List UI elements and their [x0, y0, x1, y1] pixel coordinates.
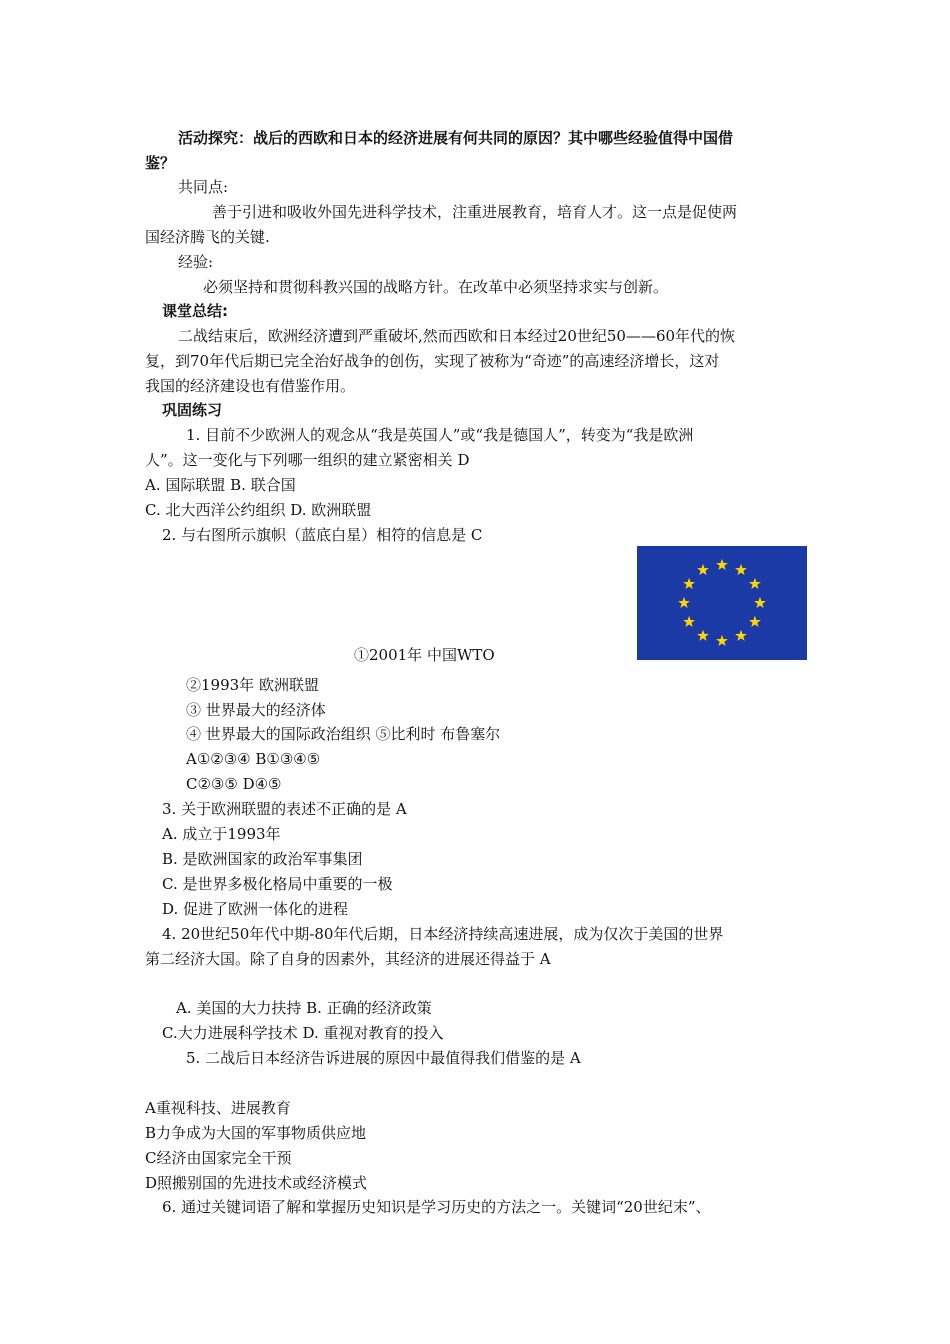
- q1-stem-line1: 1. 目前不少欧洲人的观念从“我是英国人”或“我是德国人”，转变为“我是欧洲: [186, 426, 694, 444]
- q1-stem-line2: 人”。这一变化与下列哪一组织的建立紧密相关 D: [145, 451, 470, 469]
- summary-line2: 复，到70年代后期已完全治好战争的创伤，实现了被称为“奇迹”的高速经济增长，这对: [145, 352, 720, 370]
- q3-option-a: A. 成立于1993年: [162, 825, 281, 843]
- q4-stem-line2: 第二经济大国。除了自身的因素外，其经济的进展还得益于 A: [145, 950, 551, 968]
- q4-stem-line1: 4. 20世纪50年代中期-80年代后期，日本经济持续高速进展，成为仅次于美国的世界: [162, 925, 724, 943]
- star-icon: [749, 578, 761, 589]
- q2-item2: ②1993年 欧洲联盟: [186, 676, 319, 694]
- q2-item4-5: ④ 世界最大的国际政治组织 ⑤比利时 布鲁塞尔: [186, 725, 501, 743]
- activity-title-line2: 鉴？: [145, 154, 176, 172]
- star-icon: [716, 559, 728, 570]
- star-icon: [716, 635, 728, 646]
- star-icon: [683, 578, 695, 589]
- common-text-line2: 国经济腾飞的关键.: [145, 228, 270, 246]
- eu-flag-stars: [637, 546, 807, 660]
- q5-option-a: A重视科技、进展教育: [145, 1099, 291, 1117]
- q2-item1: ①2001年 中国WTO: [354, 646, 495, 664]
- q1-options-cd: C. 北大西洋公约组织 D. 欧洲联盟: [145, 501, 372, 519]
- q6-stem-line1: 6. 通过关键词语了解和掌握历史知识是学习历史的方法之一。关键词“20世纪末”、: [162, 1198, 711, 1216]
- star-icon: [754, 597, 766, 608]
- star-icon: [697, 564, 709, 575]
- q3-option-d: D. 促进了欧洲一体化的进程: [162, 900, 349, 918]
- practice-heading: 巩固练习: [162, 401, 223, 419]
- q2-item3: ③ 世界最大的经济体: [186, 701, 326, 719]
- summary-line1: 二战结束后，欧洲经济遭到严重破坏,然而西欧和日本经过20世纪50——60年代的恢: [178, 327, 736, 345]
- star-icon: [735, 630, 747, 641]
- eu-flag-image: [637, 546, 807, 660]
- q4-options-cd: C.大力进展科学技术 D. 重视对教育的投入: [162, 1024, 444, 1042]
- star-icon: [683, 616, 695, 627]
- q3-option-b: B. 是欧洲国家的政治军事集团: [162, 850, 363, 868]
- summary-heading: 课堂总结:: [162, 302, 228, 320]
- q5-stem: 5. 二战后日本经济告诉进展的原因中最值得我们借鉴的是 A: [186, 1049, 581, 1067]
- star-icon: [749, 616, 761, 627]
- star-icon: [678, 597, 690, 608]
- q1-options-ab: A. 国际联盟 B. 联合国: [145, 476, 296, 494]
- q2-options-cd: C②③⑤ D④⑤: [186, 775, 282, 793]
- q5-option-b: B力争成为大国的军事物质供应地: [145, 1124, 367, 1142]
- summary-line3: 我国的经济建设也有借鉴作用。: [145, 377, 356, 395]
- q3-stem: 3. 关于欧洲联盟的表述不正确的是 A: [162, 800, 407, 818]
- common-label: 共同点:: [178, 178, 229, 196]
- star-icon: [735, 564, 747, 575]
- common-text-line1: 善于引进和吸收外国先进科学技术，注重进展教育，培育人才。这一点是促使两: [212, 203, 738, 221]
- experience-text: 必须坚持和贯彻科教兴国的战略方针。在改革中必须坚持求实与创新。: [203, 278, 669, 296]
- q3-option-c: C. 是世界多极化格局中重要的一极: [162, 875, 393, 893]
- q2-options-ab: A①②③④ B①③④⑤: [186, 750, 321, 768]
- experience-label: 经验:: [178, 253, 214, 271]
- star-icon: [697, 630, 709, 641]
- q5-option-c: C经济由国家完全干预: [145, 1149, 292, 1167]
- q5-option-d: D照搬别国的先进技术或经济模式: [145, 1174, 368, 1192]
- activity-title-line1: 活动探究：战后的西欧和日本的经济进展有何共同的原因？其中哪些经验值得中国借: [178, 129, 734, 147]
- q4-options-ab: A. 美国的大力扶持 B. 正确的经济政策: [176, 999, 432, 1017]
- q2-stem: 2. 与右图所示旗帜（蓝底白星）相符的信息是 C: [162, 526, 483, 544]
